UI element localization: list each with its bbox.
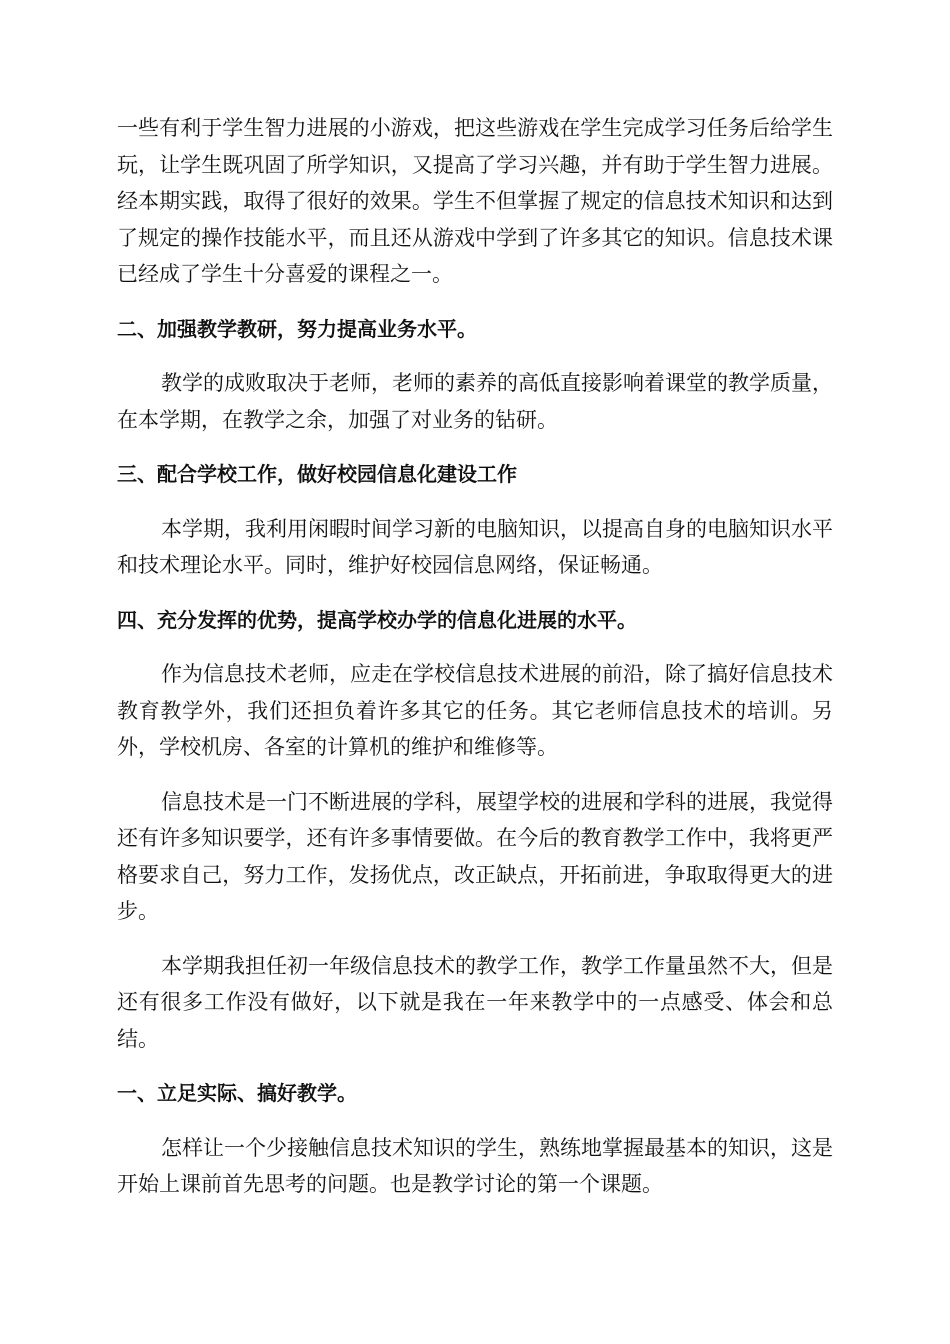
section-heading-1: 一、立足实际、搞好教学。: [117, 1081, 357, 1105]
paragraph-3: 本学期，我利用闲暇时间学习新的电脑知识，以提高自身的电脑知识水平和技术理论水平。同时，维护好校园信息网络，保证畅通。: [117, 516, 833, 577]
paragraph-1: 一些有利于学生智力进展的小游戏，把这些游戏在学生完成学习任务后给学生玩，让学生既巩固了所学知识，又提高了学习兴趣，并有助于学生智力进展。经本期实践，取得了很好的效果。学生不但掌握了规定的信息技术知识和达到了规定的操作技能水平，而且还从游戏中学到了许多其它的知识。信息技术课已经成了学生十分喜爱的课程之一。: [117, 116, 833, 286]
section-heading-2: 二、加强教学教研，努力提高业务水平。: [117, 316, 477, 341]
document-body: [117, 110, 833, 1221]
paragraph-2: 教学的成败取决于老师，老师的素养的高低直接影响着课堂的教学质量，在本学期，在教学之余，加强了对业务的钻研。: [117, 371, 833, 432]
section-heading-4: 四、充分发挥的优势，提高学校办学的信息化进展的水平。: [117, 607, 637, 632]
paragraph-6: 本学期我担任初一年级信息技术的教学工作，教学工作量虽然不大，但是还有很多工作没有做好，以下就是我在一年来教学中的一点感受、体会和总结。: [117, 953, 833, 1051]
paragraph-4: 作为信息技术老师，应走在学校信息技术进展的前沿，除了搞好信息技术教育教学外，我们还担负着许多其它的任务。其它老师信息技术的培训。另外，学校机房、各室的计算机的维护和维修等。: [117, 662, 833, 759]
section-heading-3: 三、配合学校工作，做好校园信息化建设工作: [117, 462, 517, 486]
paragraph-7: 怎样让一个少接触信息技术知识的学生，熟练地掌握最基本的知识，这是开始上课前首先思考的问题。也是教学讨论的第一个课题。: [117, 1135, 833, 1196]
paragraph-5: 信息技术是一门不断进展的学科，展望学校的进展和学科的进展，我觉得还有许多知识要学，还有许多事情要做。在今后的教育教学工作中，我将更严格要求自己，努力工作，发扬优点，改正缺点，开拓前进，争取取得更大的进步。: [117, 789, 833, 923]
